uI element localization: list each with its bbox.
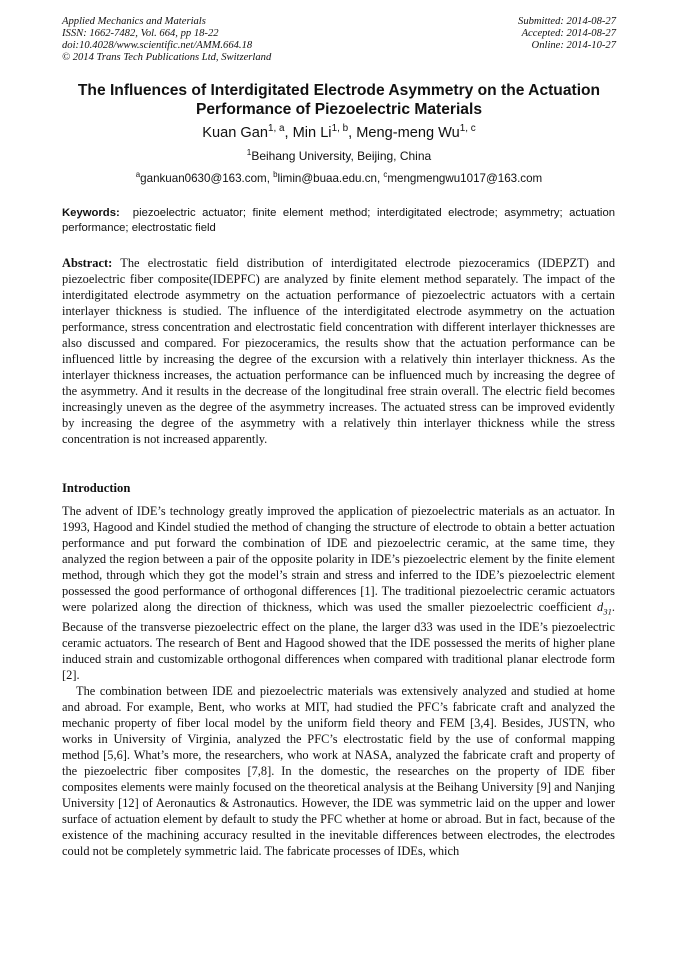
abstract-label: Abstract: (62, 256, 113, 270)
author-name: Min Li (292, 125, 332, 141)
abstract-text: The electrostatic field distribution of interdigitated electrode piezoceramics (IDEPZT) and piezoelectric fiber composite(IDEPFC) are analyzed by finite element method separately. The impact of the interdigitated electrode asymmetry on the actuation performance of piezoelectric actuators with a certain interlayer thickness is studied. The influence of the interdigitated electrode asymmetry on the actuation performance, stress concentration and electrostatic field concentration with different interlayer thicknesses are also discussed and compared. For piezoceramics, the results show that the actuation performance can be influenced little by increasing the degree of the excursion with a relatively thin interlayer thickness. As the interlayer thickness increases, the actuation performance can be influenced much by increasing the degree of the asymmetry. And it results in the decrease of the longitudinal free strain overall. The electric field becomes increasingly uneven as the degree of the asymmetry increases. The actuated stress can be improved evidently by increasing the degree of the asymmetry with a relatively thin interlayer thickness while the stress concentration is not increased apparently. (62, 256, 616, 446)
email-list: $^a$gankuan0630@163.com, $^b$limin@buaa.edu.cn, $^c$mengmengwu1017@163.com (135, 170, 543, 185)
online-date: Online: 2014-10-27 (531, 40, 616, 51)
email-superscript: b (273, 170, 278, 180)
copyright-line: © 2014 Trans Tech Publications Ltd, Switzerland (62, 52, 272, 63)
keywords-block (62, 206, 615, 235)
email-link[interactable]: gankuan0630@163.com (140, 172, 267, 185)
introduction-heading: Introduction (62, 481, 131, 495)
affiliation-superscript: 1 (246, 148, 252, 157)
journal-name: Applied Mechanics and Materials (62, 16, 206, 27)
keywords-label: Keywords: (62, 207, 120, 219)
keywords-text: piezoelectric actuator; finite element method; interdigitated electrode; asymmetry; actuation performance; electrostatic field (62, 207, 616, 234)
abstract-block (62, 255, 615, 447)
paragraph (62, 503, 615, 683)
author-list: Kuan Gan$^{1, a}$, Min Li$^{1, b}$, Meng-meng Wu$^{1, c}$ (202, 123, 476, 141)
issn-line: ISSN: 1662-7482, Vol. 664, pp 18-22 (62, 28, 219, 39)
author-superscript: 1, a (267, 123, 285, 135)
paragraph-text: The advent of IDE’s technology greatly improved the application of piezoelectric materials as an actuator. In 1993, Hagood and Kindel studied the method of changing the structure of electrode to obtain a better actuation performance and put forward the combination of IDE and piezoelectric ceramic, at the same time, they analyzed the region between a pair of the opposite polarity in IDE’s piezoelectric element by the finite element method, through which they got the model’s strain and stress and inferred to the IDE’s piezoelectric element possessed the good performance of orthogonal differences [1]. The traditional piezoelectric ceramic actuators were polarized along the direction of thickness, which was used the smaller piezoelectric coefficient (62, 504, 615, 614)
doi-line: doi:10.4028/www.scientific.net/AMM.664.18 (62, 40, 253, 51)
email-superscript: c (383, 170, 388, 180)
email-superscript: a (135, 170, 141, 180)
paragraph: The combination between IDE and piezoelectric materials was extensively analyzed and studied at home and abroad. For example, Bent, who works at MIT, had studied the PFC’s fabricate craft and analyzed the mechanic property of fiber local model by the uniform field theory and FEM [3,4]. Besides, JUSTN, who works in University of Virginia, analyzed the PFC’s electrostatic field by the use of conformal mapping method [5,6]. What’s more, the researchers, who work at NASA, analyzed the fabricate craft and property of the piezoelectric fiber composites [7,8]. In the domestic, the researches on the property of IDE fiber composites elements were mainly focused on the theoretical analysis at the Beihang University [9] and Nanjing University [12] of Aeronautics & Astronautics. However, the IDE was symmetric laid on the upper and lower surface of actuation element by default to study the PFC whether at home or abroad. But in fact, because of the existence of the machining accuracy resulted in the inevitable differences between electrodes, the electrodes could not be completely symmetric laid. The fabricate processes of IDEs, which (62, 684, 615, 859)
affiliation (40, 149, 638, 164)
coefficient-subscript: 31 (603, 606, 612, 617)
journal-info (62, 16, 271, 64)
submitted-date: Submitted: 2014-08-27 (518, 16, 616, 27)
coefficient-symbol (597, 600, 612, 617)
paragraph-text: . Because of the transverse piezoelectric effect on the plane, the larger d33 was used in the IDE’s piezoelectric ceramic actuators. The research of Bent and Hagood showed that the IDE possessed the merits of higher plane induced strain and customizable orthogonal differences when compared with traditional planar electrode form [2]. (62, 600, 615, 683)
introduction-body (62, 503, 615, 859)
coefficient-letter: d (597, 600, 604, 614)
affiliation-text: Beihang University, Beijing, China (251, 149, 432, 163)
author-name: Meng-meng Wu (356, 125, 460, 141)
author-superscript: 1, c (459, 123, 476, 135)
email-link[interactable]: mengmengwu1017@163.com (387, 172, 543, 185)
submission-dates (518, 16, 616, 52)
accepted-date: Accepted: 2014-08-27 (521, 28, 616, 39)
paper-title: The Influences of Interdigitated Electrode Asymmetry on the Actuation Performance of Piezoelectric Materials (77, 82, 601, 118)
author-name: Kuan Gan (202, 125, 268, 141)
email-link[interactable]: limin@buaa.edu.cn (277, 172, 377, 185)
author-superscript: 1, b (331, 123, 349, 135)
